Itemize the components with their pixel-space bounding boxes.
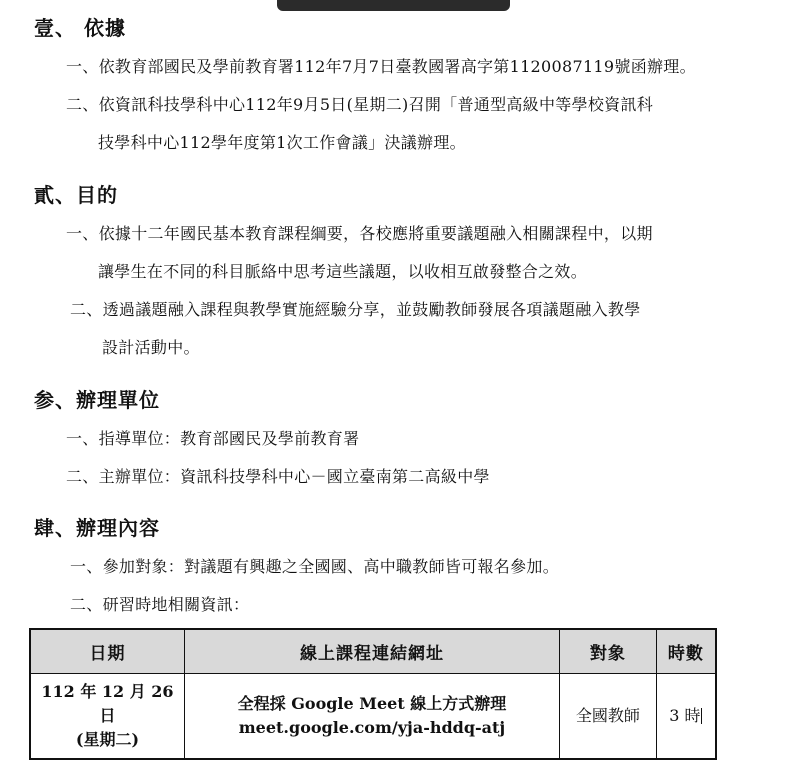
meeting-url[interactable]: meet.google.com/yja-hddq-atj [238, 717, 506, 737]
header-hours: 時數 [656, 629, 716, 673]
hours-text: 3 時 [669, 705, 701, 725]
header-link: 線上課程連結網址 [184, 629, 559, 673]
basis-item-1: 一、依教育部國民及學前教育署112年7月7日臺教國署高字第1120087119號函辦理。 [66, 57, 696, 76]
meeting-method-text: 全程採 Google Meet 線上方式辦理 [237, 693, 507, 713]
section-heading-content: 肆、辦理內容 [34, 516, 160, 540]
purpose-item-1-cont: 讓學生在不同的科目脈絡中思考這些議題，以收相互啟發整合之效。 [98, 262, 588, 281]
organizer-supervisor: 一、指導單位：教育部國民及學前教育署 [66, 429, 360, 448]
weekday-text: (星期二) [75, 729, 140, 749]
workshop-info-table [29, 628, 717, 760]
table-header-row [30, 629, 716, 673]
section-heading-purpose: 貳、目的 [34, 183, 118, 207]
table-row [30, 673, 716, 759]
audience-cell: 全國教師 [560, 673, 657, 759]
header-audience: 對象 [560, 629, 657, 673]
content-item-2: 二、研習時地相關資訊： [70, 595, 250, 614]
date-cell [30, 673, 184, 759]
section-heading-basis: 壹、 依據 [34, 16, 126, 40]
basis-item-2-cont: 技學科中心112學年度第1次工作會議」決議辦理。 [98, 133, 466, 152]
date-text: 112 年 12 月 26 日 [41, 681, 174, 725]
header-date: 日期 [30, 629, 184, 673]
purpose-item-2: 二、透過議題融入課程與教學實施經驗分享，並鼓勵教師發展各項議題融入教學 [70, 300, 641, 319]
purpose-item-1: 一、依據十二年國民基本教育課程綱要，各校應將重要議題融入相關課程中，以期 [66, 224, 653, 243]
content-item-1: 一、參加對象：對議題有興趣之全國國、高中職教師皆可報名參加。 [70, 557, 560, 576]
text-cursor [701, 708, 702, 724]
organizer-host: 二、主辦單位：資訊科技學科中心－國立臺南第二高級中學 [66, 467, 490, 486]
hours-cell[interactable] [656, 673, 716, 759]
basis-item-2: 二、依資訊科技學科中心112年9月5日(星期二)召開「普通型高級中等學校資訊科 [66, 95, 654, 114]
link-cell [184, 673, 559, 759]
section-heading-organizers: 参、辦理單位 [34, 388, 160, 412]
purpose-item-2-cont: 設計活動中。 [102, 338, 200, 357]
